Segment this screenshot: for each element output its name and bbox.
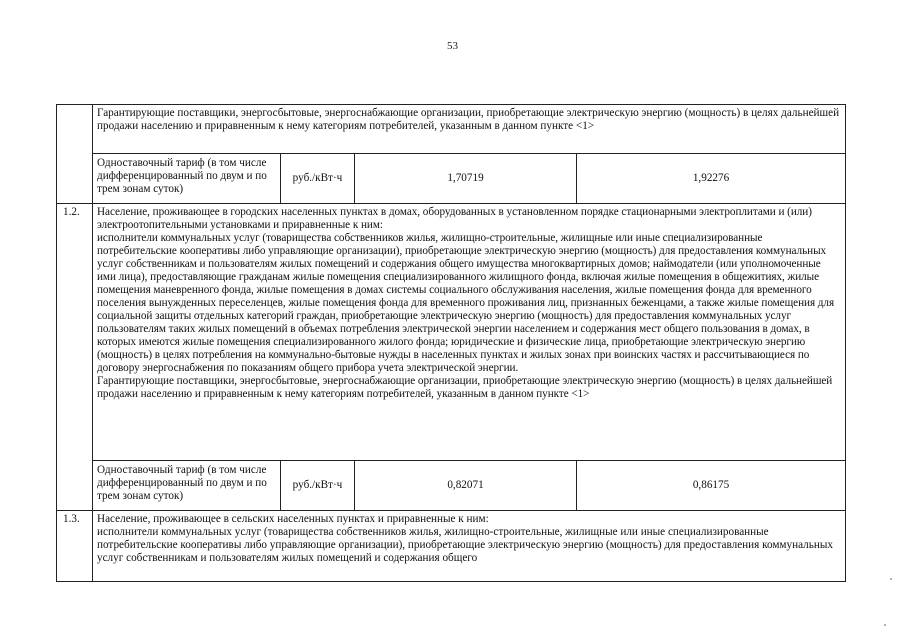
tariff-label: Одноставочный тариф (в том числе дифференцированный по двум и по трем зонам суток) [93, 154, 281, 204]
row-number: 1.3. [57, 511, 93, 582]
scan-speck [890, 578, 892, 580]
category-description [93, 204, 846, 461]
tariff-unit: руб./кВт·ч [281, 461, 355, 511]
category-description [93, 511, 846, 582]
description-paragraph: Население, проживающее в сельских населенных пунктах и приравненные к ним: [97, 513, 489, 525]
tariff-value-1: 1,70719 [355, 154, 577, 204]
tariff-unit: руб./кВт·ч [281, 154, 355, 204]
tariff-label: Одноставочный тариф (в том числе дифференцированный по двум и по трем зонам суток) [93, 461, 281, 511]
description-paragraph: исполнители коммунальных услуг (товарищества собственников жилья, жилищно-строительные, жилищные или иные специализированные потребительские кооперативы либо управляющие организации), приобретающие электрическую энергию (мощность) для предоставления коммунальных услуг собственникам и пользователям жилых помещений и содержания общего [97, 526, 833, 564]
table-row [57, 204, 846, 461]
page-number: 53 [447, 40, 458, 52]
tariff-table [56, 104, 846, 582]
table-row [57, 105, 846, 154]
table-row [57, 461, 846, 511]
description-paragraph: Гарантирующие поставщики, энергосбытовые, энергоснабжающие организации, приобретающие электрическую энергию (мощность) в целях дальнейшей продажи населению и приравненным к нему категориям потребителей, указанным в данном пункте <1> [97, 375, 833, 400]
tariff-value-2: 1,92276 [577, 154, 846, 204]
scan-speck [884, 624, 886, 626]
description-paragraph: исполнители коммунальных услуг (товарищества собственников жилья, жилищно-строительные, жилищные или иные специализированные потребительские кооперативы либо управляющие организации), приобретающие электрическую энергию (мощность) для предоставления коммунальных услуг собственникам и пользователям жилых помещений и содержания общего имущества многоквартирных домов; наймодатели (или уполномоченные ими лица), предоставляющие гражданам жилые помещения специализированного жилищного фонда, включая жилые помещения в общежитиях, жилые помещения маневренного фонда, жилые помещения в домах системы социального обслуживания населения, жилые помещения фонда для временного поселения вынужденных переселенцев, жилые помещения фонда для временного проживания лиц, признанных беженцами, а также жилые помещения для социальной защиты отдельных категорий граждан, приобретающие электрическую энергию (мощность) для предоставления коммунальных услуг пользователям таких жилых помещений в объемах потребления электрической энергии населением и содержания мест общего пользования в домах, в которых имеются жилые помещения специализированного жилого фонда; юридические и физические лица, приобретающие электрическую энергию (мощность) в целях потребления на коммунально-бытовые нужды в населенных пунктах и жилых зонах при воинских частях и рассчитывающиеся по договору энергоснабжения по показаниям общего прибора учета электрической энергии. [97, 232, 835, 374]
tariff-value-1: 0,82071 [355, 461, 577, 511]
row-number-cell [57, 105, 93, 204]
table-row [57, 154, 846, 204]
table-row [57, 511, 846, 582]
supplier-text: Гарантирующие поставщики, энергосбытовые, энергоснабжающие организации, приобретающие электрическую энергию (мощность) в целях дальнейшей продажи населению и приравненным к нему категориям потребителей, указанным в данном пункте <1> [93, 105, 846, 154]
tariff-value-2: 0,86175 [577, 461, 846, 511]
description-paragraph: Население, проживающее в городских населенных пунктах в домах, оборудованных в установленном порядке стационарными электроплитами и (или) электроотопительными установками и приравненные к ним: [97, 206, 812, 231]
row-number: 1.2. [57, 204, 93, 511]
